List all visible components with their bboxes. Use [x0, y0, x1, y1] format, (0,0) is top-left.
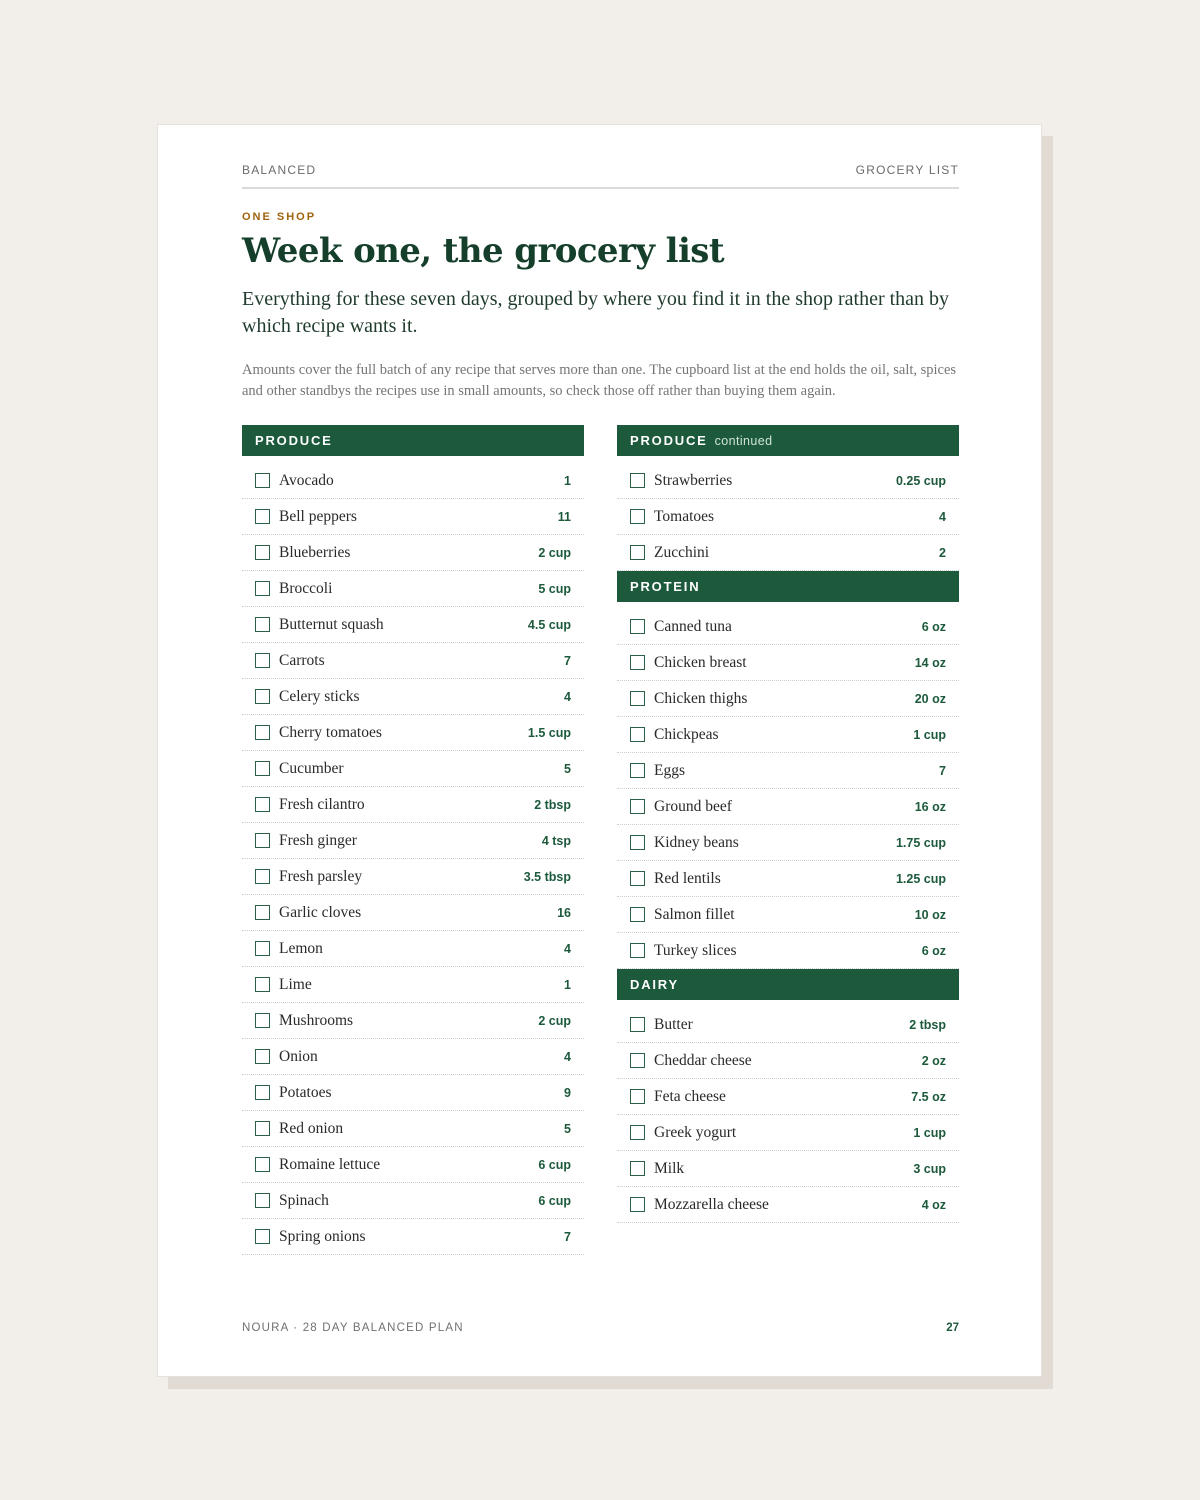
produce-list	[242, 463, 584, 1255]
list-item	[242, 895, 584, 931]
item-checkbox[interactable]	[255, 653, 270, 668]
item-name: Red onion	[279, 1119, 344, 1137]
item-quantity: 2	[939, 545, 946, 560]
item-quantity: 6 oz	[921, 619, 946, 634]
item-checkbox[interactable]	[630, 1017, 645, 1032]
item-quantity: 4.5 cup	[527, 617, 571, 632]
item-name: Broccoli	[279, 579, 333, 597]
list-item	[242, 499, 584, 535]
list-item	[242, 751, 584, 787]
list-item	[617, 463, 959, 499]
section-header-dairy	[617, 969, 959, 1000]
list-item	[242, 823, 584, 859]
item-checkbox[interactable]	[630, 1053, 645, 1068]
item-name: Lemon	[279, 939, 323, 957]
item-checkbox[interactable]	[630, 619, 645, 634]
item-checkbox[interactable]	[630, 473, 645, 488]
item-quantity: 7	[564, 1229, 571, 1244]
list-item	[242, 1039, 584, 1075]
list-item	[242, 463, 584, 499]
item-name: Blueberries	[279, 543, 351, 561]
intro-text: Amounts cover the full batch of any recipe that serves more than one. The cupboard list at the end holds the oil, salt, spices and other standbys the recipes use in small amounts, so check those off rather than buying them again.	[242, 362, 957, 399]
item-quantity: 7	[564, 653, 571, 668]
left-column	[242, 425, 584, 1255]
list-item	[617, 645, 959, 681]
item-checkbox[interactable]	[630, 835, 645, 850]
list-item	[617, 897, 959, 933]
list-item	[617, 499, 959, 535]
item-checkbox[interactable]	[255, 905, 270, 920]
item-name: Chickpeas	[654, 725, 719, 743]
item-quantity: 1 cup	[913, 1125, 946, 1140]
item-quantity: 6 oz	[921, 943, 946, 958]
list-item	[617, 717, 959, 753]
item-quantity: 10 oz	[914, 907, 946, 922]
item-checkbox[interactable]	[630, 509, 645, 524]
item-name: Eggs	[654, 761, 685, 779]
item-name: Spring onions	[279, 1227, 366, 1245]
item-quantity: 3 cup	[913, 1161, 946, 1176]
item-name: Fresh parsley	[279, 867, 363, 885]
item-name: Feta cheese	[654, 1087, 726, 1105]
right-column	[617, 425, 959, 1223]
list-item	[242, 931, 584, 967]
section-title: PRODUCE	[630, 433, 708, 448]
item-checkbox[interactable]	[630, 799, 645, 814]
item-checkbox[interactable]	[255, 833, 270, 848]
page-title: Week one, the grocery list	[242, 231, 724, 271]
item-quantity: 5 cup	[538, 581, 571, 596]
item-name: Chicken breast	[654, 653, 747, 671]
item-checkbox[interactable]	[255, 1013, 270, 1028]
item-name: Potatoes	[279, 1083, 332, 1101]
item-checkbox[interactable]	[255, 689, 270, 704]
list-item	[242, 679, 584, 715]
item-quantity: 2 cup	[538, 545, 571, 560]
item-checkbox[interactable]	[255, 977, 270, 992]
produce-continued-list	[617, 463, 959, 571]
item-quantity: 2 oz	[921, 1053, 946, 1068]
item-quantity: 1.75 cup	[895, 835, 946, 850]
item-quantity: 16 oz	[914, 799, 946, 814]
item-checkbox[interactable]	[255, 725, 270, 740]
item-checkbox[interactable]	[255, 545, 270, 560]
section-header-protein	[617, 571, 959, 602]
item-quantity: 1.25 cup	[895, 871, 946, 886]
item-quantity: 5	[564, 1121, 571, 1136]
footer-label: NOURA · 28 DAY BALANCED PLAN	[242, 1322, 464, 1334]
item-checkbox[interactable]	[630, 545, 645, 560]
item-checkbox[interactable]	[630, 1089, 645, 1104]
document-page	[157, 124, 1042, 1377]
list-item	[617, 1187, 959, 1223]
item-name: Canned tuna	[654, 617, 732, 635]
list-item	[617, 933, 959, 969]
item-name: Tomatoes	[654, 507, 715, 525]
item-checkbox[interactable]	[630, 727, 645, 742]
list-item	[617, 1115, 959, 1151]
item-checkbox[interactable]	[255, 581, 270, 596]
item-checkbox[interactable]	[255, 473, 270, 488]
item-checkbox[interactable]	[255, 1157, 270, 1172]
item-checkbox[interactable]	[630, 1197, 645, 1212]
header-left: BALANCED	[242, 163, 317, 177]
item-quantity: 2 tbsp	[909, 1017, 946, 1032]
item-name: Ground beef	[654, 797, 732, 815]
header-right: GROCERY LIST	[855, 163, 959, 177]
item-name: Mozzarella cheese	[654, 1195, 769, 1213]
list-item	[617, 1151, 959, 1187]
item-name: Butternut squash	[279, 615, 384, 633]
kicker: ONE SHOP	[242, 211, 317, 223]
item-checkbox[interactable]	[630, 1125, 645, 1140]
list-item	[242, 967, 584, 1003]
item-name: Cheddar cheese	[654, 1051, 752, 1069]
list-item	[617, 753, 959, 789]
item-quantity: 6 cup	[538, 1193, 571, 1208]
item-name: Spinach	[279, 1191, 329, 1209]
item-name: Turkey slices	[654, 941, 737, 959]
protein-list	[617, 609, 959, 969]
item-name: Romaine lettuce	[279, 1155, 381, 1173]
list-item	[617, 861, 959, 897]
section-header-produce-continued	[617, 425, 959, 456]
item-checkbox[interactable]	[630, 655, 645, 670]
list-item	[617, 789, 959, 825]
item-name: Red lentils	[654, 869, 721, 887]
item-name: Onion	[279, 1047, 318, 1065]
item-quantity: 2 cup	[538, 1013, 571, 1028]
item-name: Fresh cilantro	[279, 795, 365, 813]
item-name: Kidney beans	[654, 833, 739, 851]
item-quantity: 4	[564, 1049, 571, 1064]
list-item	[617, 825, 959, 861]
list-item	[242, 1183, 584, 1219]
item-name: Mushrooms	[279, 1011, 354, 1029]
item-checkbox[interactable]	[255, 761, 270, 776]
section-title: PROTEIN	[630, 579, 701, 594]
item-quantity: 0.25 cup	[895, 473, 946, 488]
continued-label: continued	[714, 433, 773, 448]
list-item	[617, 609, 959, 645]
item-name: Chicken thighs	[654, 689, 748, 707]
section-title: DAIRY	[630, 977, 679, 992]
running-header	[242, 163, 959, 189]
item-quantity: 7	[939, 763, 946, 778]
item-checkbox[interactable]	[630, 763, 645, 778]
item-checkbox[interactable]	[255, 1049, 270, 1064]
item-quantity: 4 tsp	[541, 833, 571, 848]
section-header-produce	[242, 425, 584, 456]
item-checkbox[interactable]	[255, 509, 270, 524]
list-item	[242, 643, 584, 679]
list-item	[242, 787, 584, 823]
item-quantity: 4	[939, 509, 946, 524]
item-quantity: 1	[564, 473, 571, 488]
item-quantity: 20 oz	[914, 691, 946, 706]
item-checkbox[interactable]	[630, 1161, 645, 1176]
item-checkbox[interactable]	[255, 869, 270, 884]
item-name: Greek yogurt	[654, 1123, 737, 1141]
item-name: Strawberries	[654, 471, 733, 489]
item-checkbox[interactable]	[255, 1121, 270, 1136]
list-item	[617, 1079, 959, 1115]
dairy-list	[617, 1007, 959, 1223]
item-checkbox[interactable]	[255, 1085, 270, 1100]
item-checkbox[interactable]	[255, 617, 270, 632]
item-checkbox[interactable]	[255, 797, 270, 812]
item-checkbox[interactable]	[630, 907, 645, 922]
item-quantity: 7.5 oz	[911, 1089, 946, 1104]
list-item	[617, 1007, 959, 1043]
list-item	[617, 1043, 959, 1079]
item-quantity: 16	[557, 905, 571, 920]
list-item	[242, 1075, 584, 1111]
item-quantity: 6 cup	[538, 1157, 571, 1172]
list-item	[617, 681, 959, 717]
item-quantity: 3.5 tbsp	[523, 869, 571, 884]
item-name: Carrots	[279, 651, 325, 669]
item-quantity: 1 cup	[913, 727, 946, 742]
list-item	[242, 715, 584, 751]
item-name: Salmon fillet	[654, 905, 735, 923]
list-item	[242, 1003, 584, 1039]
section-title: PRODUCE	[255, 433, 333, 448]
list-item	[242, 859, 584, 895]
item-name: Lime	[279, 975, 312, 993]
page-number: 27	[946, 1322, 959, 1334]
list-item	[242, 535, 584, 571]
list-item	[242, 1111, 584, 1147]
list-item	[242, 1219, 584, 1255]
item-name: Avocado	[279, 471, 334, 489]
item-quantity: 14 oz	[914, 655, 946, 670]
item-quantity: 4 oz	[921, 1197, 946, 1212]
list-item	[242, 571, 584, 607]
item-checkbox[interactable]	[630, 871, 645, 886]
subtitle: Everything for these seven days, grouped by where you find it in the shop rather than by which recipe wants it.	[242, 288, 950, 337]
item-checkbox[interactable]	[630, 943, 645, 958]
item-checkbox[interactable]	[255, 1193, 270, 1208]
item-name: Cucumber	[279, 759, 344, 777]
item-checkbox[interactable]	[630, 691, 645, 706]
item-quantity: 11	[557, 509, 571, 524]
item-name: Butter	[654, 1015, 693, 1033]
item-name: Bell peppers	[279, 507, 357, 525]
page-footer	[242, 1322, 959, 1334]
item-quantity: 9	[564, 1085, 571, 1100]
item-name: Milk	[654, 1159, 685, 1177]
item-quantity: 4	[564, 941, 571, 956]
item-name: Fresh ginger	[279, 831, 357, 849]
item-name: Cherry tomatoes	[279, 723, 382, 741]
item-checkbox[interactable]	[255, 941, 270, 956]
item-quantity: 1.5 cup	[527, 725, 571, 740]
list-item	[242, 1147, 584, 1183]
item-quantity: 2 tbsp	[534, 797, 571, 812]
item-quantity: 4	[564, 689, 571, 704]
item-name: Garlic cloves	[279, 903, 362, 921]
list-item	[242, 607, 584, 643]
item-name: Zucchini	[654, 543, 710, 561]
item-quantity: 5	[564, 761, 571, 776]
item-name: Celery sticks	[279, 687, 360, 705]
item-checkbox[interactable]	[255, 1229, 270, 1244]
item-quantity: 1	[564, 977, 571, 992]
list-item	[617, 535, 959, 571]
